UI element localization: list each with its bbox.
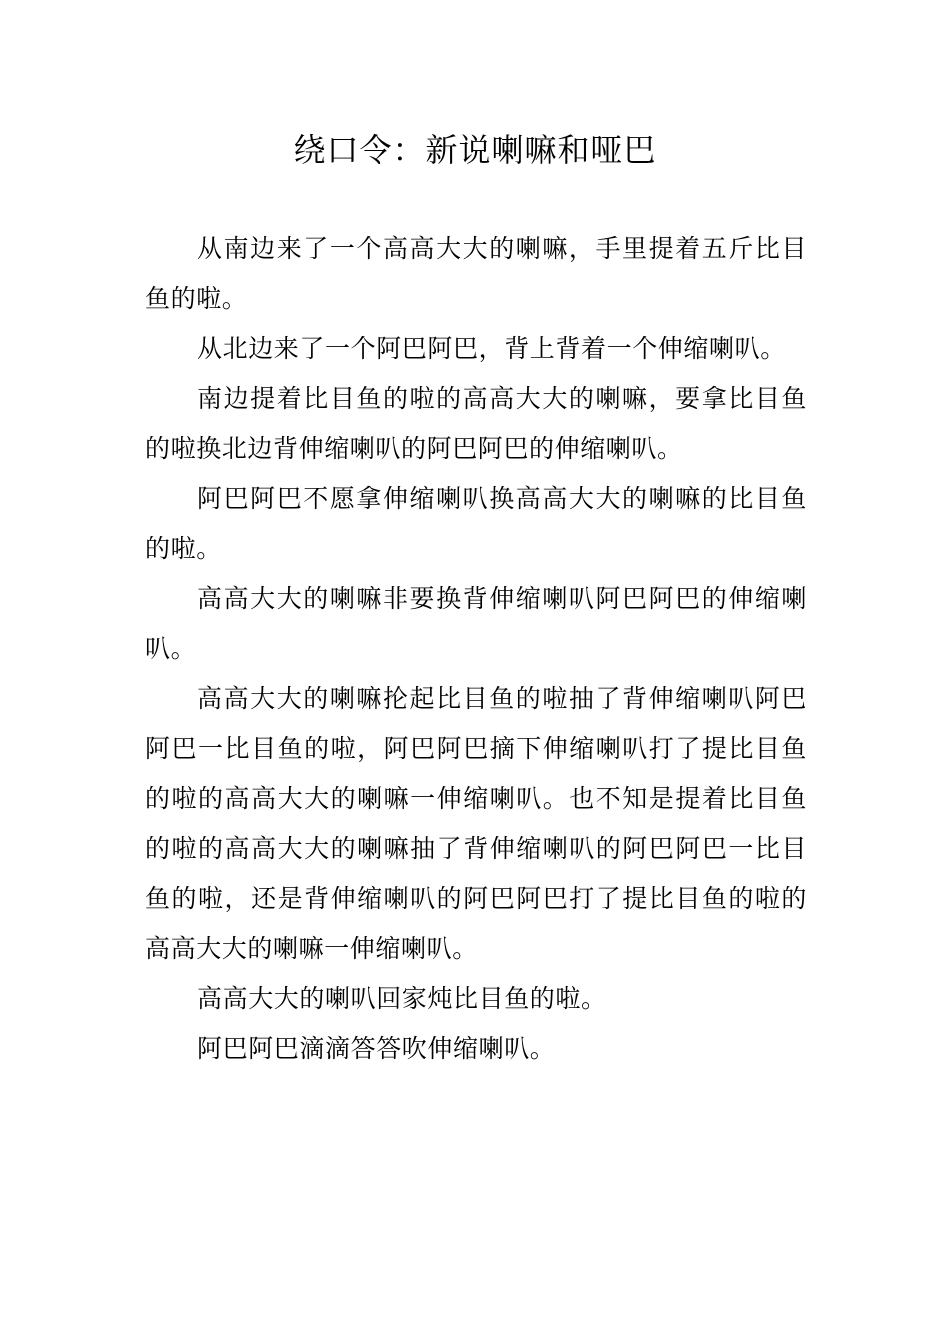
paragraph: 高高大大的喇嘛非要换背伸缩喇叭阿巴阿巴的伸缩喇叭。: [145, 584, 807, 663]
paragraph: 南边提着比目鱼的啦的高高大大的喇嘛，要拿比目鱼的啦换北边背伸缩喇叭的阿巴阿巴的伸缩喇叭。: [145, 384, 807, 463]
document-body: [145, 224, 807, 1074]
paragraph: 阿巴阿巴不愿拿伸缩喇叭换高高大大的喇嘛的比目鱼的啦。: [145, 484, 807, 563]
paragraph: 高高大大的喇嘛抡起比目鱼的啦抽了背伸缩喇叭阿巴阿巴一比目鱼的啦，阿巴阿巴摘下伸缩喇叭打了提比目鱼的啦的高高大大的喇嘛一伸缩喇叭。也不知是提着比目鱼的啦的高高大大的喇嘛抽了背伸缩喇叭的阿巴阿巴一比目鱼的啦，还是背伸缩喇叭的阿巴阿巴打了提比目鱼的啦的高高大大的喇嘛一伸缩喇叭。: [145, 684, 807, 963]
paragraph: 高高大大的喇叭回家炖比目鱼的啦。: [197, 984, 607, 1013]
document-title: 绕口令：新说喇嘛和哑巴: [293, 131, 657, 169]
paragraph: 从南边来了一个高高大大的喇嘛，手里提着五斤比目鱼的啦。: [145, 234, 807, 313]
paragraph: 从北边来了一个阿巴阿巴，背上背着一个伸缩喇叭。: [197, 334, 786, 363]
paragraph: 阿巴阿巴滴滴答答吹伸缩喇叭。: [197, 1034, 556, 1063]
